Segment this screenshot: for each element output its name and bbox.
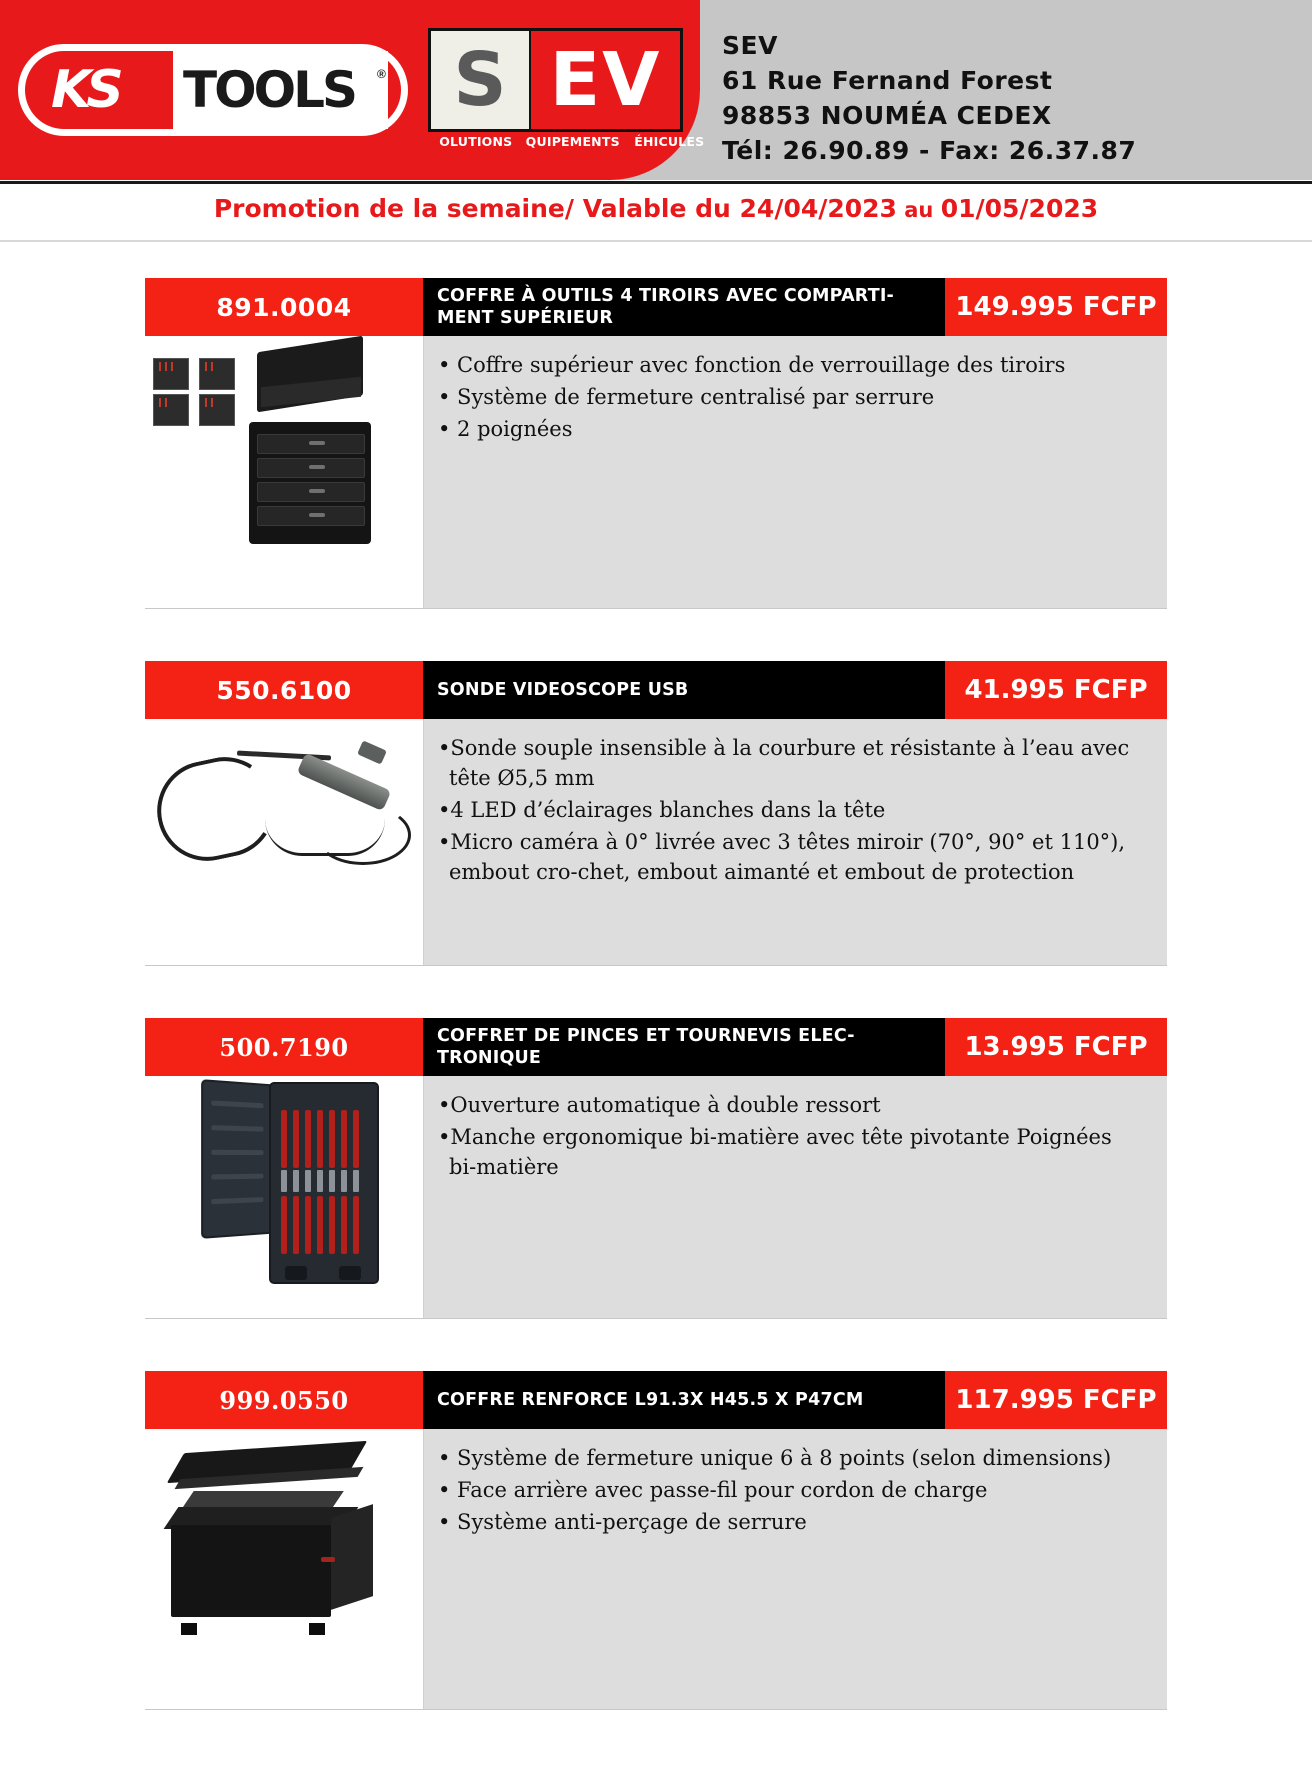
promo-top-rule bbox=[0, 181, 1312, 184]
product-price-cell bbox=[945, 1018, 1167, 1076]
product-title: COFFRET DE PINCES ET TOURNEVIS ELEC-TRONIQUE bbox=[437, 1026, 855, 1068]
product-header-row bbox=[145, 661, 1167, 719]
product-sku-cell bbox=[145, 1018, 423, 1076]
product-price-cell bbox=[945, 1371, 1167, 1429]
product-sku-cell bbox=[145, 278, 423, 336]
product-card bbox=[145, 278, 1167, 609]
product-title: COFFRE RENFORCE L91.3X H45.5 X P47CM bbox=[437, 1390, 864, 1410]
promotion-banner bbox=[0, 180, 1312, 242]
product-sku: 550.6100 bbox=[216, 675, 352, 705]
contact-block bbox=[722, 28, 1136, 168]
product-price: 13.995 FCFP bbox=[964, 1032, 1148, 1062]
videoscope-probe-illustration bbox=[145, 719, 423, 909]
promo-connector: au bbox=[896, 198, 941, 222]
product-price: 149.995 FCFP bbox=[955, 292, 1157, 322]
product-bullet: •Manche ergonomique bi-matière avec tête pivotante Poignées bi-matière bbox=[438, 1125, 1112, 1179]
promotion-validity-text bbox=[0, 194, 1312, 223]
product-bullet: • Coffre supérieur avec fonction de verrouillage des tiroirs bbox=[438, 353, 1066, 377]
sev-logo bbox=[428, 28, 705, 158]
pliers-case-illustration bbox=[145, 1076, 423, 1306]
product-bullet: •4 LED d’éclairages blanches dans la tête bbox=[438, 798, 886, 822]
product-sku-cell bbox=[145, 661, 423, 719]
product-body-row bbox=[145, 719, 1167, 966]
product-header-row bbox=[145, 1018, 1167, 1076]
contact-phone-fax: Tél: 26.90.89 - Fax: 26.37.87 bbox=[722, 136, 1137, 165]
product-card bbox=[145, 1018, 1167, 1319]
product-sku: 891.0004 bbox=[216, 292, 352, 322]
ks-logo-tools-text: TOOLS bbox=[183, 61, 355, 119]
product-image bbox=[145, 1429, 424, 1709]
product-title-cell bbox=[423, 1018, 945, 1076]
product-title: SONDE VIDEOSCOPE USB bbox=[437, 680, 689, 700]
product-bullet: • Système anti-perçage de serrure bbox=[438, 1510, 807, 1534]
ks-logo-ks-text: KS bbox=[51, 60, 119, 120]
product-list bbox=[0, 278, 1312, 1710]
product-title: COFFRE À OUTILS 4 TIROIRS AVEC COMPARTI-MENT SUPÉRIEUR bbox=[437, 286, 895, 328]
product-image bbox=[145, 1076, 424, 1318]
product-header-row bbox=[145, 278, 1167, 336]
product-bullet: • 2 poignées bbox=[438, 417, 573, 441]
product-body-row bbox=[145, 336, 1167, 609]
product-price-cell bbox=[945, 661, 1167, 719]
product-description bbox=[424, 1076, 1167, 1318]
reinforced-chest-illustration bbox=[145, 1429, 423, 1679]
product-body-row bbox=[145, 1429, 1167, 1710]
promo-bottom-rule bbox=[0, 240, 1312, 242]
sev-logo-letters-ev: EV bbox=[549, 37, 662, 123]
product-sku: 999.0550 bbox=[219, 1385, 349, 1415]
product-image bbox=[145, 336, 424, 608]
product-price-cell bbox=[945, 278, 1167, 336]
product-description bbox=[424, 1429, 1167, 1709]
product-title-cell bbox=[423, 278, 945, 336]
promo-date-end: 01/05/2023 bbox=[940, 194, 1099, 223]
product-card bbox=[145, 661, 1167, 966]
product-image bbox=[145, 719, 424, 965]
promo-prefix: Promotion de la semaine/ Valable du bbox=[213, 194, 740, 223]
product-card bbox=[145, 1371, 1167, 1710]
product-title-cell bbox=[423, 1371, 945, 1429]
product-bullet: • Système de fermeture centralisé par serrure bbox=[438, 385, 935, 409]
page-header bbox=[0, 0, 1312, 180]
product-sku-cell bbox=[145, 1371, 423, 1429]
product-price: 117.995 FCFP bbox=[955, 1385, 1157, 1415]
sev-logo-box bbox=[428, 28, 683, 132]
product-title-cell bbox=[423, 661, 945, 719]
product-bullet: •Sonde souple insensible à la courbure et résistante à l’eau avec tête Ø5,5 mm bbox=[438, 736, 1130, 790]
contact-city: 98853 NOUMÉA CEDEX bbox=[722, 101, 1052, 130]
ks-tools-logo bbox=[18, 44, 408, 136]
product-body-row bbox=[145, 1076, 1167, 1319]
contact-company: SEV bbox=[722, 31, 778, 60]
registered-trademark-icon: ® bbox=[377, 67, 386, 81]
product-bullet: • Système de fermeture unique 6 à 8 points (selon dimensions) bbox=[438, 1446, 1112, 1470]
product-price: 41.995 FCFP bbox=[964, 675, 1148, 705]
contact-address: 61 Rue Fernand Forest bbox=[722, 66, 1053, 95]
product-bullet: •Ouverture automatique à double ressort bbox=[438, 1093, 881, 1117]
sev-logo-tagline: SOLUTIONS EQUIPEMENTS VÉHICULES bbox=[430, 134, 705, 149]
product-header-row bbox=[145, 1371, 1167, 1429]
tool-chest-illustration bbox=[145, 336, 423, 566]
sev-logo-letter-s: S bbox=[453, 37, 507, 123]
product-sku: 500.7190 bbox=[219, 1032, 349, 1062]
product-bullet: •Micro caméra à 0° livrée avec 3 têtes miroir (70°, 90° et 110°), embout cro-chet, embout aimanté et embout de protection bbox=[438, 830, 1126, 884]
product-description bbox=[424, 336, 1167, 608]
promo-date-start: 24/04/2023 bbox=[739, 194, 897, 223]
product-bullet: • Face arrière avec passe-fil pour cordon de charge bbox=[438, 1478, 988, 1502]
product-description bbox=[424, 719, 1167, 965]
sev-logo-s-cell bbox=[431, 31, 531, 129]
